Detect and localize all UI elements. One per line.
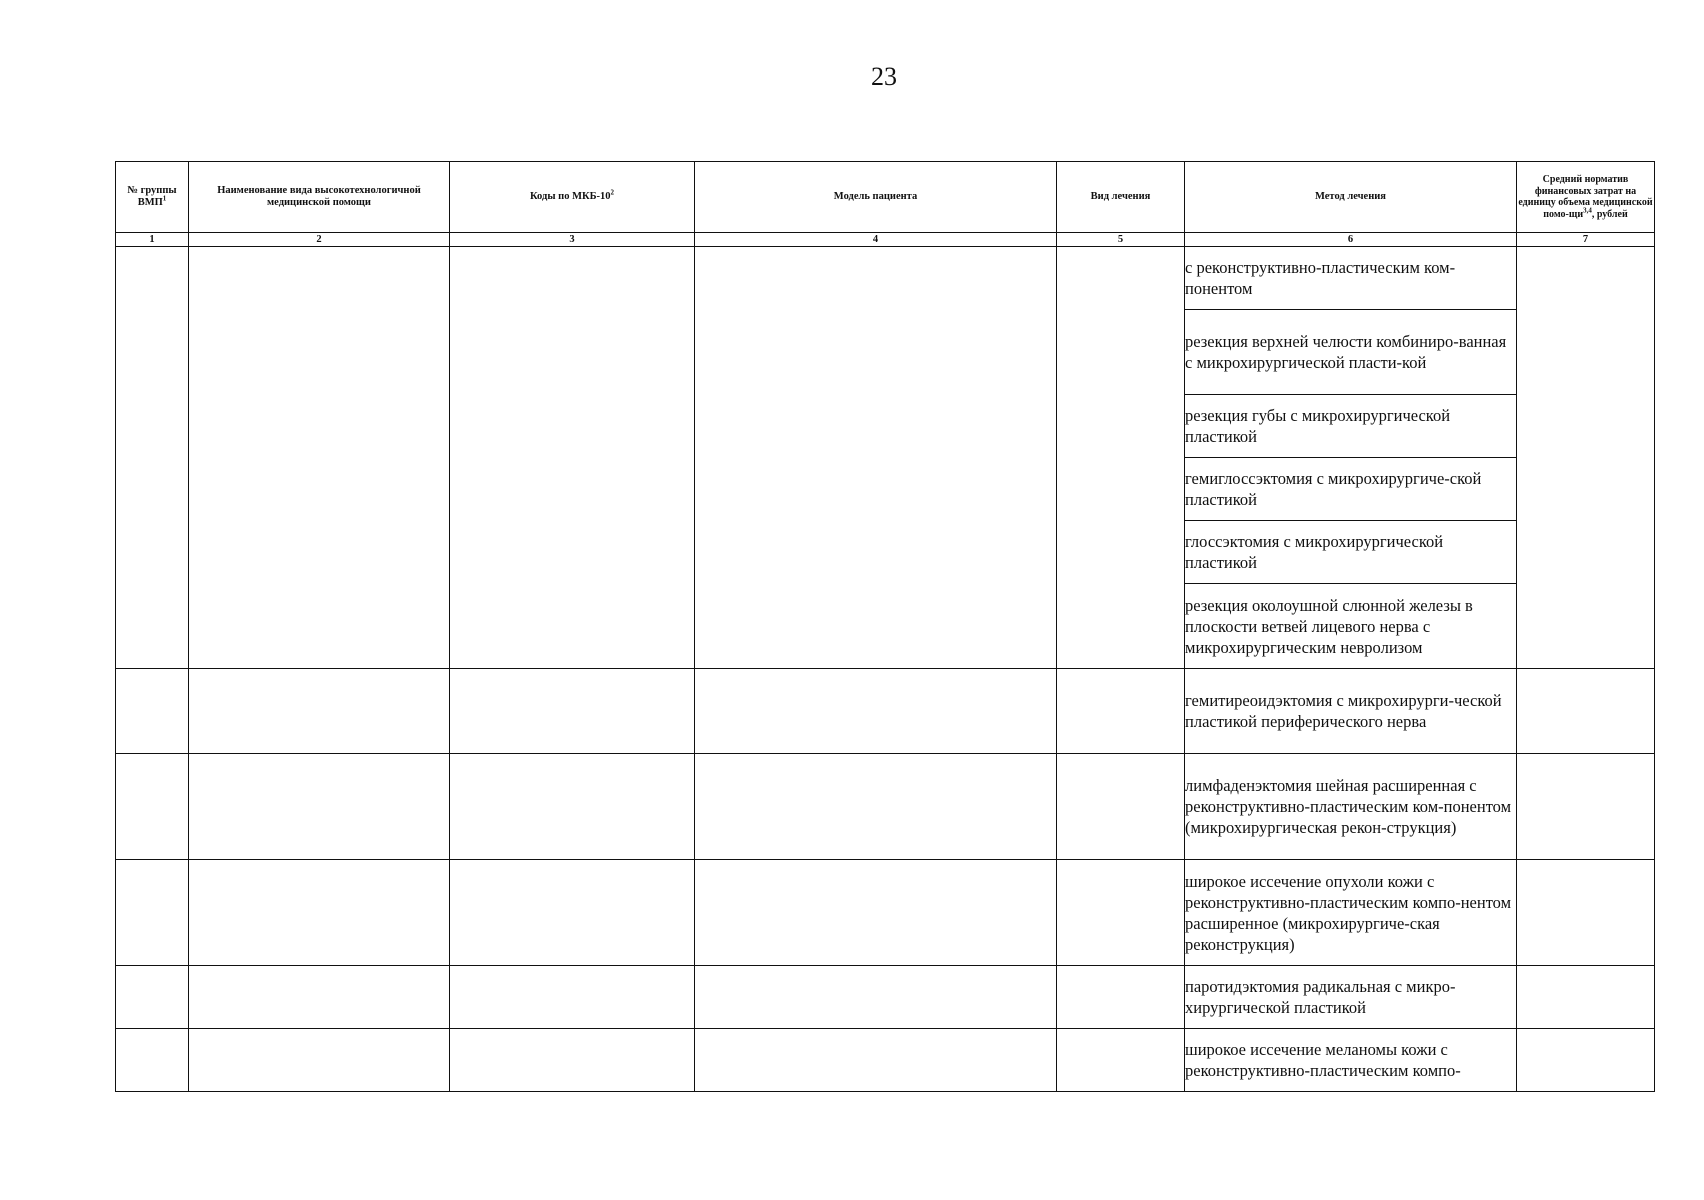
page-number: 23: [871, 62, 897, 91]
cell-care-type-name: [189, 247, 450, 669]
treatment-method-cell: резекция губы с микрохирургической пластикой: [1185, 395, 1517, 458]
cell-patient-model: [695, 247, 1057, 669]
header-patient-model: Модель пациента: [695, 162, 1057, 233]
column-number: 2: [189, 233, 450, 247]
cell-financial-norm: [1517, 247, 1655, 669]
treatment-method-cell: гемитиреоидэктомия с микрохирурги-ческой пластикой периферического нерва: [1185, 669, 1517, 754]
table-row: [116, 247, 1655, 310]
treatment-method-cell: широкое иссечение меланомы кожи с реконструктивно-пластическим компо-: [1185, 1029, 1517, 1092]
treatment-method-cell: широкое иссечение опухоли кожи с реконструктивно-пластическим компо-нентом расширенное (микрохирургиче-ская реконструкция): [1185, 860, 1517, 966]
header-care-type-name: Наименование вида высокотехнологичной медицинской помощи: [189, 162, 450, 233]
treatment-method-cell: с реконструктивно-пластическим ком-понентом: [1185, 247, 1517, 310]
treatment-method-cell: паротидэктомия радикальная с микро-хирургической пластикой: [1185, 966, 1517, 1029]
treatment-method-cell: лимфаденэктомия шейная расширенная с реконструктивно-пластическим ком-понентом (микрохирургическая рекон-струкция): [1185, 754, 1517, 860]
treatment-method-cell: глоссэктомия с микрохирургической пластикой: [1185, 521, 1517, 584]
column-number: 5: [1057, 233, 1185, 247]
header-group-number: № группы ВМП$^1$: [116, 162, 189, 233]
column-number: 7: [1517, 233, 1655, 247]
table-row: [116, 966, 1655, 1029]
header-financial-norm: Средний норматив финансовых затрат на единицу объема медицинской помо-щи$^{3,4}$, рублей: [1517, 162, 1655, 233]
cell-group-number: [116, 247, 189, 669]
header-treatment-method: Метод лечения: [1185, 162, 1517, 233]
treatment-method-cell: гемиглоссэктомия с микрохирургиче-ской пластикой: [1185, 458, 1517, 521]
header-icd-codes: Коды по МКБ-$10^2$: [450, 162, 695, 233]
table-header-row: [116, 162, 1655, 233]
column-number: 6: [1185, 233, 1517, 247]
table-row: [116, 669, 1655, 754]
column-number: 3: [450, 233, 695, 247]
medical-care-table: [115, 161, 1655, 1092]
treatment-method-cell: резекция верхней челюсти комбиниро-ванная с микрохирургической пласти-кой: [1185, 310, 1517, 395]
column-number-row: [116, 233, 1655, 247]
table-row: [116, 1029, 1655, 1092]
header-treatment-type: Вид лечения: [1057, 162, 1185, 233]
cell-treatment-type: [1057, 247, 1185, 669]
treatment-method-cell: резекция околоушной слюнной железы в плоскости ветвей лицевого нерва с микрохирургическим невролизом: [1185, 584, 1517, 669]
column-number: 1: [116, 233, 189, 247]
cell-icd-codes: [450, 247, 695, 669]
column-number: 4: [695, 233, 1057, 247]
table-row: [116, 860, 1655, 966]
table-row: [116, 754, 1655, 860]
